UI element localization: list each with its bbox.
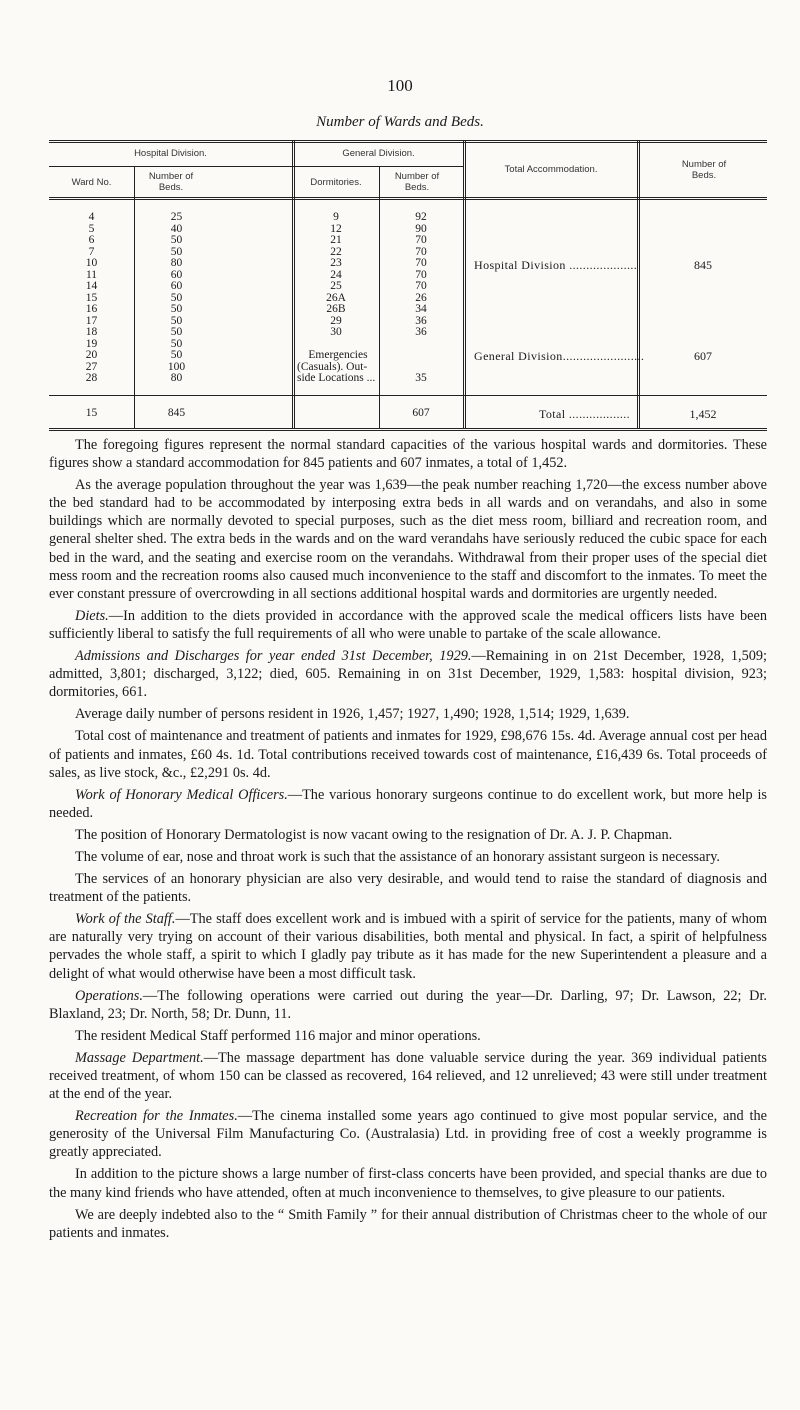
header-dorm-beds: Number of Beds.: [394, 171, 440, 193]
ward-number: 15: [85, 291, 98, 304]
paragraph: [49, 607, 767, 643]
ward-number: 6: [88, 234, 95, 246]
dormitory-beds: 90: [415, 222, 427, 235]
ward-number: 27: [85, 360, 98, 373]
paragraph-text: —In addition to the diets provided in accordance with the approved scale the medical officers lists have been sufficiently liberal to satisfy the full requirements of all who were unable to partake of the scale allowance.: [49, 607, 767, 642]
paragraph-text: Average daily number of persons resident in 1926, 1,457; 1927, 1,490; 1928, 1,514; 1929, 1,639.: [75, 706, 630, 723]
ward-beds: 60: [170, 280, 183, 292]
acc-label-hospital: Hospital Division ....................: [474, 258, 638, 272]
dormitory: 26A: [326, 291, 346, 304]
paragraph: [49, 826, 767, 844]
header-bottom-rule: [49, 197, 767, 200]
paragraph-text: The position of Honorary Dermatologist is now vacant owing to the resignation of Dr. A. J. P. Chapman.: [75, 826, 673, 843]
paragraph-text: The resident Medical Staff performed 116 major and minor operations.: [75, 1027, 481, 1044]
paragraph-text: —The staff does excellent work and is imbued with a spirit of service for the patients, many of whom are naturally very trying on account of their various disabilities, both mental and physical. In fact, a spirit of helpfulness pervades the whole staff, a spirit to which I gladly pay tribute as it has made for the new Superintendent a pleasure and a delight of what would otherwise have been a most difficult task.: [49, 911, 767, 982]
paragraph: [49, 1027, 767, 1045]
paragraph-text: —The various honorary surgeons continue to do excellent work, but more help is needed.: [49, 786, 767, 821]
header-ward-beds: Number of Beds.: [148, 171, 194, 193]
acc-beds-general: 607: [694, 349, 712, 363]
paragraph: [49, 647, 767, 701]
dormitory-beds: 70: [415, 268, 427, 281]
paragraph-heading: Operations.: [75, 987, 143, 1004]
ward-number: 5: [88, 222, 95, 235]
ward-number: 11: [85, 268, 98, 281]
emergencies-label: Emergencies: [308, 349, 368, 361]
ward-beds: 50: [170, 291, 183, 304]
dormitory-beds: 26: [415, 291, 427, 304]
header-dormitories: Dormitories.: [310, 177, 362, 188]
paragraph-text: The volume of ear, nose and throat work is such that the assistance of an honorary assistant surgeon is necessary.: [75, 848, 720, 865]
paragraph-text: The foregoing figures represent the normal standard capacities of the various hospital wards and dormitories. These figures show a standard accommodation for 845 patients and 607 inmates, a total of 1,452.: [49, 437, 767, 472]
paragraph-heading: Massage Department.: [75, 1049, 204, 1066]
paragraph-heading: Work of the Staff.: [75, 911, 176, 928]
ward-number: 16: [85, 303, 98, 315]
ward-beds: 25: [170, 211, 183, 223]
ward-beds: 40: [170, 222, 183, 235]
header-total-accommodation: Total Accommodation.: [504, 164, 598, 175]
paragraph: [49, 705, 767, 723]
paragraph-text: Total cost of maintenance and treatment of patients and inmates for 1929, £98,676 15s. 4d. Average annual cost per head of patients and inmates, £60 4s. 1d. Total contributions received towards cost of maintenance, £16,439 6s. Total proceeds of sales, as live stock, &c., £2,291 0s. 4d.: [49, 728, 767, 781]
total-beds: 1,452: [689, 407, 717, 421]
emergencies-beds: 35: [415, 372, 427, 384]
paragraph: [49, 727, 767, 781]
ward-number: 20: [85, 349, 98, 361]
paragraph-text: The services of an honorary physician are also very desirable, and would tend to raise the standard of diagnosis and treatment of the patients.: [49, 871, 767, 906]
ward-beds: 50: [170, 337, 183, 350]
ward-beds: 100: [167, 360, 186, 373]
paragraph-text: We are deeply indebted also to the “ Smith Family ” for their annual distribution of Christmas cheer to the whole of our patients and inmates.: [49, 1206, 767, 1241]
ward-beds: 50: [170, 314, 183, 327]
total-top-rule: [49, 395, 767, 396]
paragraph-heading: Diets.: [75, 607, 109, 624]
paragraph: [49, 436, 767, 472]
header-split-rule: [49, 166, 464, 167]
dormitory-beds: 70: [415, 245, 427, 258]
ward-number: 19: [85, 337, 98, 350]
paragraph: [49, 910, 767, 982]
paragraph: [49, 1165, 767, 1201]
ward-beds: 50: [170, 349, 183, 361]
dormitory: 24: [330, 268, 342, 281]
paragraph: [49, 1206, 767, 1242]
paragraph: [49, 987, 767, 1023]
ward-beds: 50: [170, 245, 183, 258]
table-top-rule: [49, 140, 767, 143]
ward-number: 18: [85, 326, 98, 338]
ward-beds: 50: [170, 303, 183, 315]
dormitory-beds: 70: [415, 280, 427, 292]
ward-beds: 80: [170, 372, 183, 384]
dormitory: 29: [330, 314, 342, 327]
dormitory: 22: [330, 245, 342, 258]
col-rule: [637, 140, 640, 428]
paragraph-heading: Recreation for the Inmates.: [75, 1108, 238, 1125]
ward-beds: 50: [170, 234, 183, 246]
table-bottom-rule: [49, 428, 767, 431]
ward-number: 10: [85, 257, 98, 269]
paragraph: [49, 476, 767, 603]
ward-number: 17: [85, 314, 98, 327]
table-title: Number of Wards and Beds.: [316, 114, 484, 130]
dormitory: 9: [333, 211, 339, 223]
acc-label-general: General Division........................: [474, 349, 645, 363]
dormitory: 25: [330, 280, 342, 292]
header-number-of-beds: Number of Beds.: [681, 159, 727, 181]
total-wards: 15: [85, 407, 98, 419]
col-rule: [463, 140, 466, 428]
paragraph-text: In addition to the picture shows a large number of first-class concerts have been provided, and special thanks are due to the many kind friends who have attended, often at much inconvenience to themselves, to give pleasure to our patients.: [49, 1166, 767, 1201]
ward-number: 28: [85, 372, 98, 384]
dormitory: 26B: [326, 303, 346, 315]
paragraph-text: —The cinema installed some years ago continued to give most popular service, and the generosity of the Universal Film Manufacturing Co. (Australasia) Ltd. in providing free of cost a weekly programme is greatly appreciated.: [49, 1108, 768, 1161]
wards-beds-table: [49, 140, 767, 431]
dormitory: 12: [330, 222, 342, 235]
paragraph-text: —The massage department has done valuable service during the year. 369 individual patients received treatment, of whom 150 can be classed as recovered, 164 relieved, and 12 unrelieved; 43 were still under treatment at the end of the year.: [49, 1049, 767, 1103]
paragraph-text: —Remaining in on 21st December, 1928, 1,509; admitted, 3,801; discharged, 3,122; died, 605. Remaining in on 31st December, 1929, 1,583: hospital division, 923; dormitories, 661.: [49, 648, 767, 701]
ward-beds: 60: [170, 268, 183, 281]
paragraph: [49, 786, 767, 822]
dormitory: 23: [330, 257, 342, 269]
ward-number: 7: [88, 245, 95, 258]
header-hospital-division: Hospital Division.: [134, 148, 207, 159]
emergencies-label: (Casuals). Out-: [297, 360, 368, 373]
paragraph: [49, 870, 767, 906]
dormitory-beds: 36: [415, 326, 427, 338]
total-label: Total ..................: [539, 407, 631, 421]
paragraph-text: —The following operations were carried out during the year—Dr. Darling, 97; Dr. Lawson, 22; Dr. Blaxland, 23; Dr. North, 58; Dr. Dunn, 11.: [49, 987, 767, 1022]
paragraph-text: As the average population throughout the year was 1,639—the peak number reaching 1,720—the excess number above the bed standard had to be accommodated by interposing extra beds in all wards and on verandahs, and also in some buildings which are normally devoted to special purposes, such as the diet mess room, billiard and recreation room, and general shelter shed. The extra beds in the wards and on the ward verandahs have seriously reduced the cubic space for each bed in the ward, and the seating and exercise room on the verandahs. Withdrawal from their proper uses of the special diet mess room and the recreation rooms also caused much inconvenience to the staff and discomfort to the inmates. To meet the ever constant pressure of overcrowding in all sections additional hospital wards and dormitories are urgently needed.: [49, 477, 767, 602]
total-ward-beds: 845: [167, 407, 186, 419]
ward-beds: 80: [170, 257, 183, 269]
paragraph: [49, 848, 767, 866]
ward-number: 14: [85, 280, 98, 292]
dormitory-beds: 34: [415, 303, 427, 315]
emergencies-label: side Locations ...: [297, 372, 376, 384]
dormitory: 30: [330, 326, 342, 338]
dormitory-beds: 92: [415, 211, 427, 223]
paragraph: [49, 1107, 767, 1161]
dormitory-beds: 70: [415, 257, 427, 269]
header-general-division: General Division.: [342, 148, 415, 159]
acc-beds-hospital: 845: [694, 258, 712, 272]
header-ward-no: Ward No.: [71, 177, 112, 188]
paragraph-heading: Admissions and Discharges for year ended 31st December, 1929.: [75, 648, 472, 665]
body-text: [49, 436, 767, 1246]
dormitory: 21: [330, 234, 342, 246]
ward-number: 4: [88, 211, 95, 223]
dormitory-beds: 36: [415, 314, 427, 327]
dormitory-beds: 70: [415, 234, 427, 246]
paragraph-heading: Work of Honorary Medical Officers.: [75, 786, 288, 803]
ward-beds: 50: [170, 326, 183, 338]
total-dorm-beds: 607: [412, 407, 430, 419]
page-number: 100: [387, 76, 413, 95]
paragraph: [49, 1049, 767, 1103]
